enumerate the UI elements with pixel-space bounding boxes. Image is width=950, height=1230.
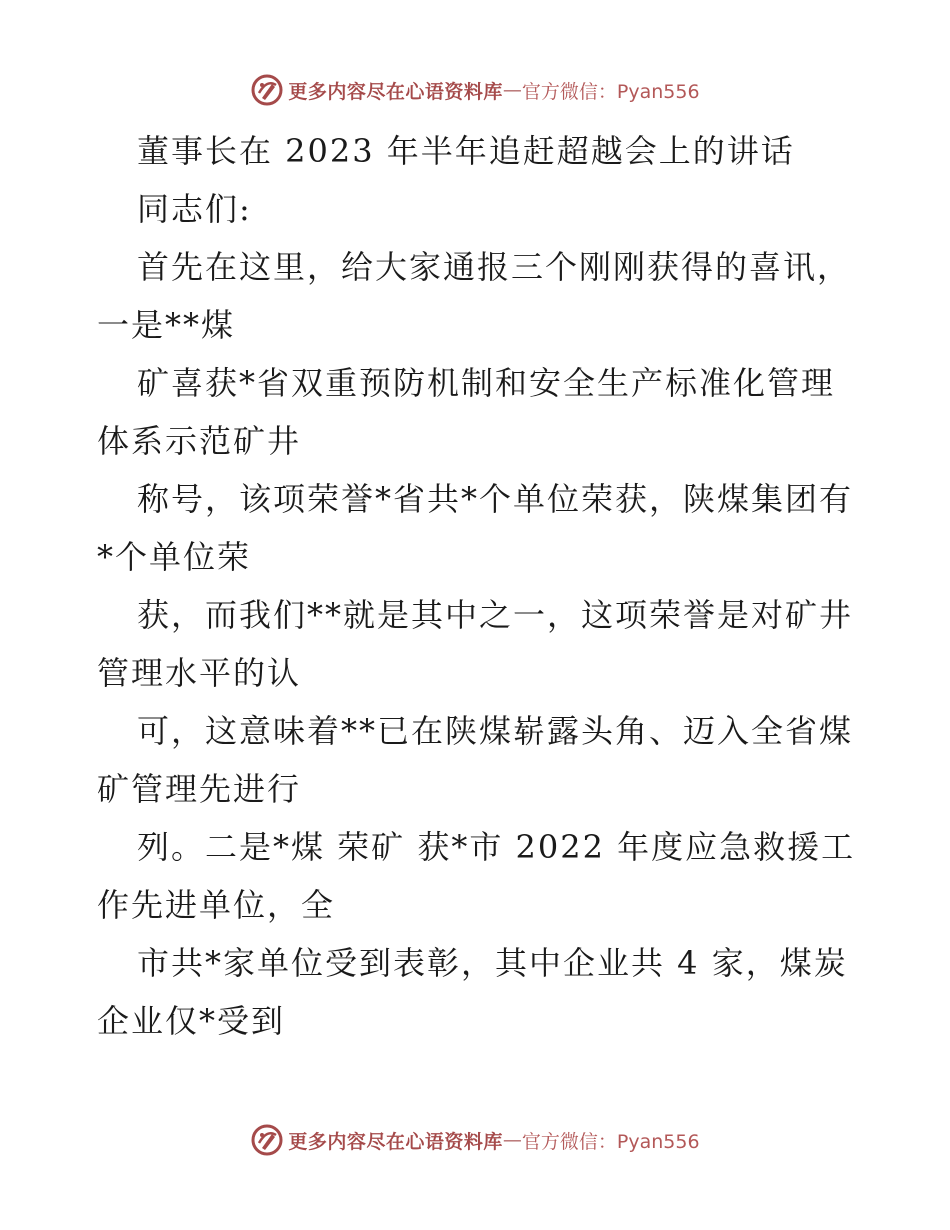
text-line: 体系示范矿井 bbox=[97, 422, 302, 460]
brand-logo-icon bbox=[250, 1123, 284, 1157]
banner-separator: — bbox=[502, 79, 522, 101]
text-line: 企业仅*受到 bbox=[97, 1002, 286, 1040]
text-line: 称号，该项荣誉*省共*个单位荣获，陕煤集团有 bbox=[137, 480, 854, 518]
text-line: 矿喜获*省双重预防机制和安全生产标准化管理 bbox=[137, 364, 836, 402]
footer-watermark-banner bbox=[0, 1120, 950, 1160]
text-line: 首先在这里，给大家通报三个刚刚获得的喜讯， bbox=[137, 248, 852, 286]
text-line: *个单位荣 bbox=[97, 538, 252, 576]
text-line: 作先进单位，全 bbox=[97, 886, 336, 924]
text-line: 矿管理先进行 bbox=[97, 770, 302, 808]
header-watermark-banner bbox=[0, 70, 950, 110]
banner-title: 更多内容尽在心语资料库 bbox=[288, 80, 503, 103]
document-title: 董事长在 2023 年半年追赶超越会上的讲话 bbox=[137, 132, 795, 170]
banner-separator: — bbox=[502, 1129, 522, 1151]
brand-logo-icon bbox=[250, 73, 284, 107]
text-line: 市共*家单位受到表彰，其中企业共 4 家，煤炭 bbox=[137, 944, 848, 982]
document-body bbox=[97, 122, 857, 1050]
text-line: 同志们: bbox=[137, 190, 252, 228]
text-line: 列。二是*煤 荣矿 获*市 2022 年度应急救援工 bbox=[137, 828, 856, 866]
text-line: 可，这意味着**已在陕煤崭露头角、迈入全省煤 bbox=[137, 712, 854, 750]
text-line: 获，而我们**就是其中之一，这项荣誉是对矿井 bbox=[137, 596, 854, 634]
banner-wechat: 官方微信：Pyan556 bbox=[521, 80, 700, 103]
text-line: 管理水平的认 bbox=[97, 654, 302, 692]
text-line: 一是**煤 bbox=[97, 306, 236, 344]
banner-title: 更多内容尽在心语资料库 bbox=[288, 1130, 503, 1153]
banner-wechat: 官方微信：Pyan556 bbox=[521, 1130, 700, 1153]
